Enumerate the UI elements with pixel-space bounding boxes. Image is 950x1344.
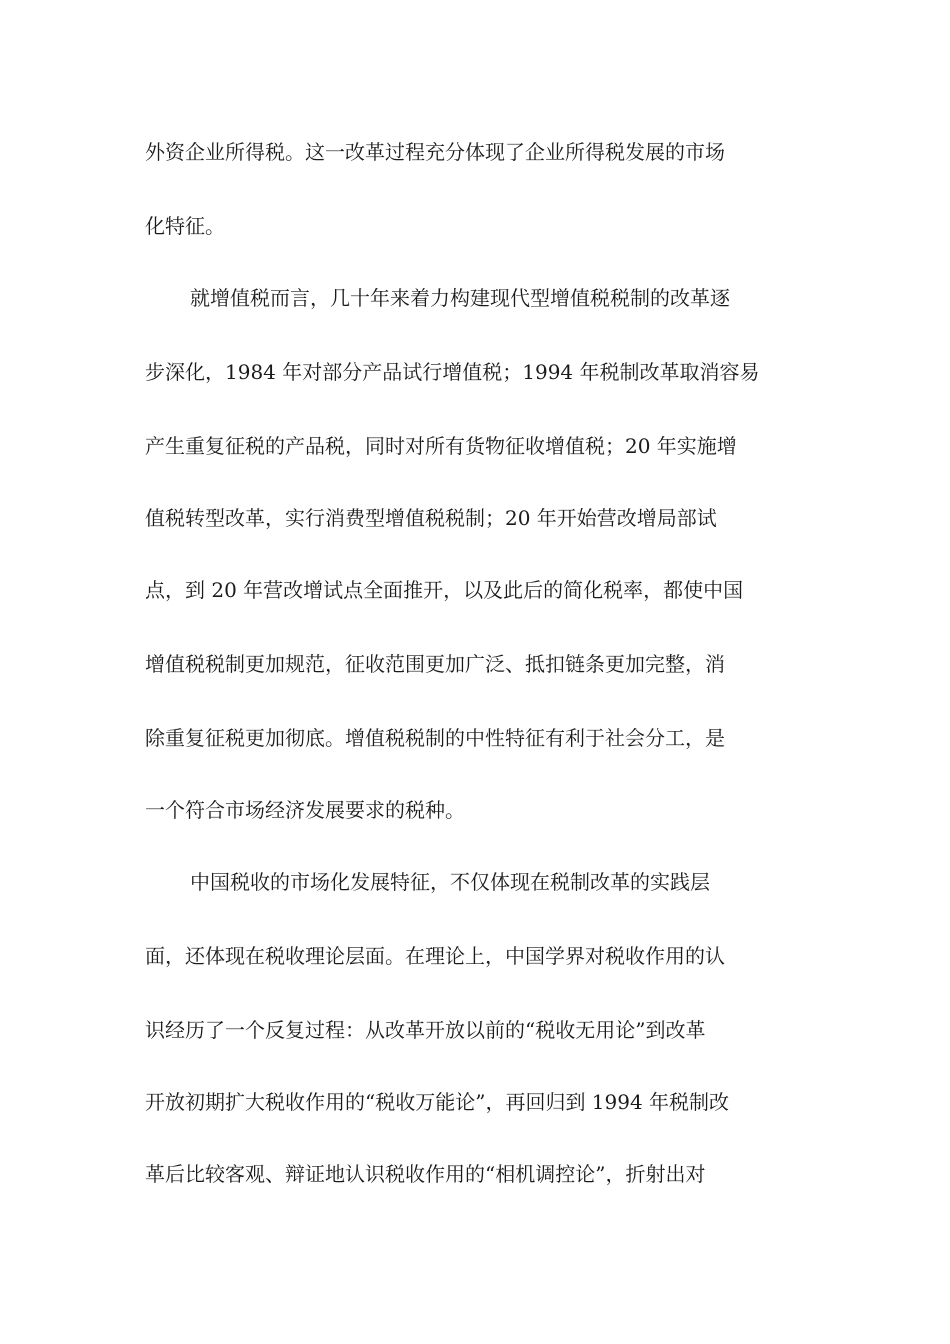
text-line: 外资企业所得税。这一改革过程充分体现了企业所得税发展的市场	[145, 140, 725, 164]
text-line: 步深化，1984 年对部分产品试行增值税；1994 年税制改革取消容易	[145, 360, 760, 384]
text-line: 增值税税制更加规范，征收范围更加广泛、抵扣链条更加完整，消	[145, 652, 725, 676]
text-line: 一个符合市场经济发展要求的税种。	[145, 798, 465, 822]
text-line: 面，还体现在税收理论层面。在理论上，中国学界对税收作用的认	[145, 944, 725, 968]
text-line: 开放初期扩大税收作用的“税收万能论”，再回归到 1994 年税制改	[145, 1090, 730, 1114]
text-line: 除重复征税更加彻底。增值税税制的中性特征有利于社会分工，是	[145, 726, 725, 750]
paragraph-start-line: 就增值税而言，几十年来着力构建现代型增值税税制的改革逐	[190, 286, 730, 310]
text-line: 点，到 20 年营改增试点全面推开，以及此后的简化税率，都使中国	[145, 578, 744, 602]
text-line: 识经历了一个反复过程：从改革开放以前的“税收无用论”到改革	[145, 1018, 706, 1042]
text-line: 革后比较客观、辩证地认识税收作用的“相机调控论”，折射出对	[145, 1162, 706, 1186]
text-line: 产生重复征税的产品税，同时对所有货物征收增值税；20 年实施增	[145, 434, 737, 458]
paragraph-start-line: 中国税收的市场化发展特征，不仅体现在税制改革的实践层	[190, 870, 710, 894]
text-line: 值税转型改革，实行消费型增值税税制；20 年开始营改增局部试	[145, 506, 717, 530]
text-line: 化特征。	[145, 214, 225, 238]
